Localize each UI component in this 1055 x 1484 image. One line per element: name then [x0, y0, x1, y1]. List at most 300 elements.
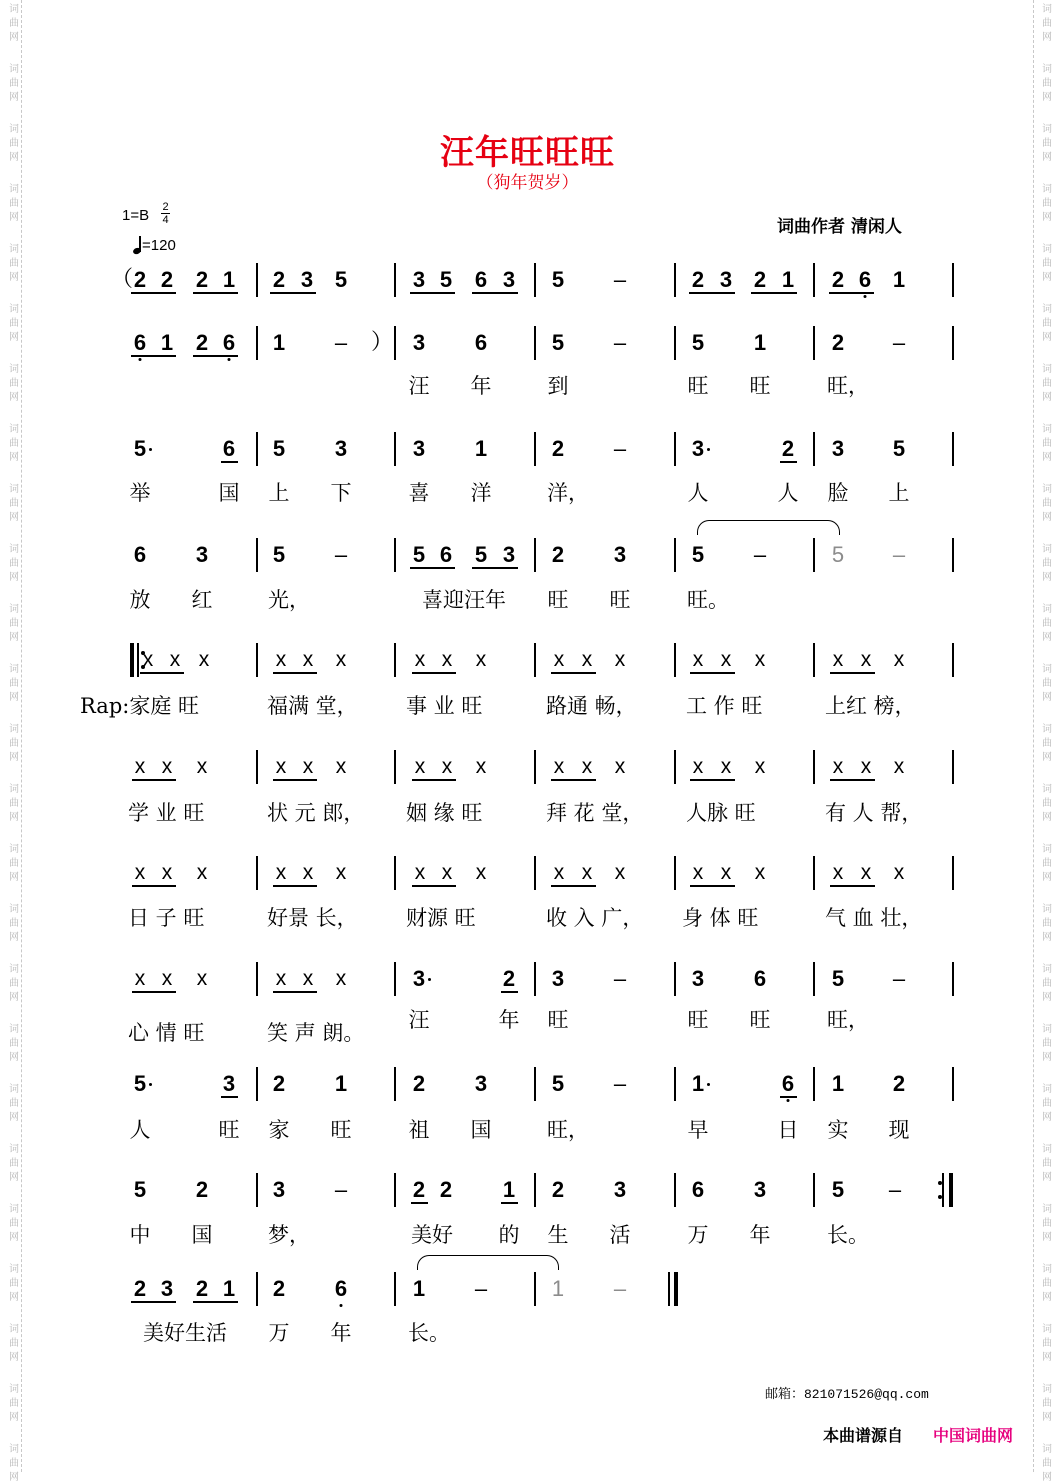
barline: [674, 326, 676, 360]
barline: [674, 1067, 676, 1101]
beam-underline: [131, 1301, 176, 1303]
beam-underline: [221, 461, 238, 463]
barline: [952, 750, 954, 784]
lyric: 上: [888, 481, 910, 505]
watermark-char: 词: [1042, 304, 1052, 315]
lyric: 早: [687, 1118, 709, 1142]
barline: [256, 750, 258, 784]
lyric: 年: [498, 1008, 520, 1032]
watermark-char: 曲: [1042, 18, 1052, 29]
watermark-char: 词: [1042, 1264, 1052, 1275]
note: x: [553, 861, 565, 884]
watermark-char: 词: [9, 964, 19, 975]
watermark-char: 词: [1042, 1444, 1052, 1455]
note: 5: [691, 330, 705, 355]
note: 6: [858, 267, 872, 292]
note: 3: [691, 436, 705, 461]
watermark-char: 曲: [1042, 738, 1052, 749]
barline: [813, 856, 815, 890]
double-barline: [137, 643, 139, 677]
barline: [813, 750, 815, 784]
note: 6: [753, 966, 767, 991]
note: 5: [831, 542, 845, 567]
augmentation-dot: [707, 1083, 710, 1086]
watermark-char: 曲: [1042, 258, 1052, 269]
barline: [394, 263, 396, 297]
lyric: 旺: [218, 1118, 240, 1142]
lyric: 年: [330, 1321, 352, 1345]
note: x: [720, 648, 732, 671]
watermark-char: 曲: [1042, 558, 1052, 569]
note: 2: [781, 436, 795, 461]
lyric: 旺: [687, 1008, 709, 1032]
watermark-char: 网: [1042, 272, 1052, 283]
watermark-char: 网: [1042, 812, 1052, 823]
note: x: [414, 861, 426, 884]
lyric: 日 子 旺: [128, 906, 205, 930]
note: x: [169, 648, 181, 671]
watermark-char: 曲: [1042, 138, 1052, 149]
watermark-char: 曲: [1042, 1338, 1052, 1349]
watermark-char: 曲: [9, 738, 19, 749]
watermark-char: 曲: [9, 1338, 19, 1349]
note: 1: [334, 1071, 348, 1096]
note: x: [832, 861, 844, 884]
lyric: 学 业 旺: [128, 801, 205, 825]
watermark-char: 词: [1042, 1384, 1052, 1395]
lyric: 气 血 壮，: [825, 906, 923, 930]
lyric: 旺。: [687, 588, 729, 612]
watermark-char: 曲: [9, 318, 19, 329]
watermark-char: 曲: [9, 1098, 19, 1109]
watermark-char: 网: [9, 872, 19, 883]
barline: [534, 856, 536, 890]
tie-slur: [417, 1255, 559, 1270]
lyric: 实: [827, 1118, 849, 1142]
note: 6: [133, 542, 147, 567]
barline: [952, 326, 954, 360]
note: x: [553, 755, 565, 778]
barline: [813, 432, 815, 466]
note: x: [614, 755, 626, 778]
note: x: [754, 755, 766, 778]
note: x: [302, 861, 314, 884]
beam-underline: [780, 1096, 797, 1098]
note: x: [142, 648, 154, 671]
note: –: [334, 330, 348, 355]
note: 5: [551, 330, 565, 355]
note: x: [275, 967, 287, 990]
beam-underline: [273, 991, 317, 993]
watermark-char: 网: [1042, 1472, 1052, 1483]
watermark-char: 词: [9, 1264, 19, 1275]
note: x: [893, 648, 905, 671]
beam-underline: [551, 672, 596, 674]
note: x: [692, 861, 704, 884]
lyric: 人: [777, 481, 799, 505]
barline: [256, 1272, 258, 1306]
beam-underline: [193, 292, 238, 294]
watermark-char: 曲: [1042, 498, 1052, 509]
note: x: [475, 648, 487, 671]
note: x: [275, 648, 287, 671]
watermark-char: 曲: [9, 1218, 19, 1229]
note: 5: [272, 542, 286, 567]
barline: [952, 432, 954, 466]
barline: [256, 538, 258, 572]
lyric: 事 业 旺: [406, 694, 483, 718]
beam-underline: [501, 991, 518, 993]
beam-underline: [780, 461, 797, 463]
note: x: [161, 861, 173, 884]
lyric: 万: [687, 1223, 709, 1247]
note: 3: [412, 436, 426, 461]
watermark-char: 网: [1042, 692, 1052, 703]
beam-underline: [410, 292, 455, 294]
note: 6: [439, 542, 453, 567]
note: 3: [502, 542, 516, 567]
note: x: [581, 648, 593, 671]
note: x: [475, 755, 487, 778]
barline: [534, 962, 536, 996]
lower-octave-dot: [340, 1304, 343, 1307]
lyric: 举: [129, 481, 151, 505]
watermark-char: 词: [1042, 484, 1052, 495]
barline: [952, 856, 954, 890]
note: 3: [195, 542, 209, 567]
lyric: 长。: [408, 1321, 450, 1345]
note: –: [613, 1071, 627, 1096]
note: （: [110, 267, 134, 292]
watermark-char: 词: [1042, 244, 1052, 255]
note: 5: [892, 436, 906, 461]
note: 3: [300, 267, 314, 292]
barline: [256, 326, 258, 360]
barline: [256, 1067, 258, 1101]
lyric: 汪: [408, 374, 430, 398]
barline: [674, 1173, 676, 1207]
watermark-char: 网: [9, 692, 19, 703]
watermark-char: 词: [1042, 844, 1052, 855]
repeat-dot: [938, 1195, 942, 1199]
watermark-char: 网: [9, 1052, 19, 1063]
note: 3: [412, 330, 426, 355]
note: 6: [691, 1177, 705, 1202]
watermark-char: 词: [9, 1144, 19, 1155]
watermark-char: 网: [1042, 1292, 1052, 1303]
watermark-char: 曲: [1042, 1158, 1052, 1169]
note: –: [613, 1276, 627, 1301]
watermark-char: 词: [9, 604, 19, 615]
lyric: 家: [268, 1118, 290, 1142]
beam-underline: [131, 292, 176, 294]
lyric: 笑 声 朗。: [267, 1021, 365, 1045]
note: x: [893, 755, 905, 778]
lyric: 旺: [547, 1008, 569, 1032]
note: 2: [502, 966, 516, 991]
note: x: [302, 755, 314, 778]
watermark-char: 网: [9, 92, 19, 103]
note: 3: [412, 267, 426, 292]
time-signature: [161, 201, 170, 226]
note: 1: [753, 330, 767, 355]
note: 1: [272, 330, 286, 355]
note: 5: [412, 542, 426, 567]
lyric: 日: [777, 1118, 799, 1142]
watermark-char: 网: [1042, 512, 1052, 523]
note: x: [414, 755, 426, 778]
note: x: [302, 648, 314, 671]
note: 1: [691, 1071, 705, 1096]
note: x: [196, 755, 208, 778]
barline: [534, 1067, 536, 1101]
note: 3: [334, 436, 348, 461]
lyric: 美好: [411, 1223, 453, 1247]
watermark-char: 词: [9, 1444, 19, 1455]
lyric: 放: [129, 588, 151, 612]
watermark-char: 词: [9, 904, 19, 915]
watermark-char: 曲: [9, 558, 19, 569]
barline: [674, 263, 676, 297]
note: x: [414, 648, 426, 671]
beam-underline: [829, 292, 874, 294]
barline: [813, 1173, 815, 1207]
note: 2: [551, 436, 565, 461]
barline: [813, 326, 815, 360]
lyric: 下: [330, 481, 352, 505]
note: 1: [222, 267, 236, 292]
beam-underline: [472, 292, 518, 294]
note: 6: [474, 330, 488, 355]
beam-underline: [193, 355, 238, 357]
lyric: 心 情 旺: [128, 1021, 205, 1045]
note: 1: [474, 436, 488, 461]
lyric: 旺: [547, 588, 569, 612]
watermark-char: 词: [1042, 64, 1052, 75]
lyric: 身 体 旺: [682, 906, 759, 930]
note: 5: [133, 1177, 147, 1202]
note: x: [196, 861, 208, 884]
lyric: 洋: [470, 481, 492, 505]
watermark-char: 曲: [1042, 318, 1052, 329]
watermark-char: 曲: [9, 1038, 19, 1049]
beam-underline: [221, 1096, 238, 1098]
tempo-marking: [132, 236, 176, 254]
watermark-char: 网: [9, 752, 19, 763]
note: 6: [222, 330, 236, 355]
watermark-char: 曲: [9, 918, 19, 929]
lyric: 财源 旺: [406, 906, 476, 930]
beam-underline: [690, 672, 735, 674]
watermark-char: 词: [1042, 904, 1052, 915]
watermark-char: 词: [1042, 604, 1052, 615]
lyric: Rap:家庭 旺: [80, 694, 200, 718]
augmentation-dot: [707, 448, 710, 451]
note: 5: [831, 966, 845, 991]
note: 3: [222, 1071, 236, 1096]
contact-email: 邮箱：821071526@qq.com: [765, 1387, 929, 1402]
note: 3: [753, 1177, 767, 1202]
lyric: 国: [470, 1118, 492, 1142]
watermark-char: 曲: [1042, 1398, 1052, 1409]
lyric: 旺: [749, 374, 771, 398]
watermark-char: 网: [1042, 752, 1052, 763]
barline: [256, 432, 258, 466]
beam-underline: [472, 567, 518, 569]
watermark-char: 网: [9, 1472, 19, 1483]
watermark-char: 网: [1042, 1172, 1052, 1183]
barline: [394, 962, 396, 996]
barline: [952, 1067, 954, 1101]
barline: [534, 538, 536, 572]
time-signature-bottom: 4: [162, 214, 169, 226]
watermark-char: 网: [9, 1292, 19, 1303]
watermark-char: 曲: [9, 1158, 19, 1169]
lyric: 人脉 旺: [686, 801, 756, 825]
lyric: 的: [498, 1223, 520, 1247]
note: 5: [133, 436, 147, 461]
note: x: [302, 967, 314, 990]
beam-underline: [273, 779, 317, 781]
note: 1: [222, 1276, 236, 1301]
watermark-char: 词: [1042, 784, 1052, 795]
note: x: [581, 861, 593, 884]
watermark-char: 网: [1042, 572, 1052, 583]
watermark-char: 曲: [1042, 978, 1052, 989]
lyric: 万: [268, 1321, 290, 1345]
site-name-link[interactable]: 中国词曲网: [933, 1426, 1014, 1445]
lyric: 年: [749, 1223, 771, 1247]
watermark-char: 词: [1042, 124, 1052, 135]
barline: [394, 326, 396, 360]
lyric: 到: [547, 374, 569, 398]
note: x: [198, 648, 210, 671]
barline: [394, 1173, 396, 1207]
barline: [256, 643, 258, 677]
note: ）: [370, 330, 394, 355]
lyric: 旺，: [827, 374, 869, 398]
beam-underline: [689, 292, 735, 294]
right-margin-line: [1033, 0, 1034, 1472]
lyric: 洋，: [547, 481, 589, 505]
watermark-char: 词: [9, 1084, 19, 1095]
watermark-char: 词: [1042, 1084, 1052, 1095]
watermark-char: 词: [9, 1384, 19, 1395]
watermark-char: 词: [1042, 1024, 1052, 1035]
note: 5: [334, 267, 348, 292]
note: x: [134, 861, 146, 884]
note: 2: [195, 1177, 209, 1202]
lyric: 活: [609, 1223, 631, 1247]
barline: [674, 750, 676, 784]
barline: [534, 1173, 536, 1207]
watermark-char: 词: [1042, 1144, 1052, 1155]
lyric: 喜: [408, 481, 430, 505]
lyric: 人: [687, 481, 709, 505]
tempo-value: =120: [142, 237, 176, 254]
watermark-char: 词: [9, 724, 19, 735]
watermark-char: 曲: [9, 618, 19, 629]
watermark-char: 词: [9, 1024, 19, 1035]
watermark-char: 曲: [9, 678, 19, 689]
watermark-char: 网: [9, 332, 19, 343]
watermark-char: 词: [9, 784, 19, 795]
note: 3: [719, 267, 733, 292]
watermark-char: 曲: [9, 498, 19, 509]
beam-underline: [830, 885, 875, 887]
watermark-char: 网: [1042, 992, 1052, 1003]
quarter-note-icon: [132, 236, 142, 254]
barline: [256, 263, 258, 297]
note: 2: [195, 267, 209, 292]
watermark-char: 词: [1042, 1204, 1052, 1215]
lyric: 梦，: [268, 1223, 310, 1247]
note: 5: [831, 1177, 845, 1202]
beam-underline: [193, 1301, 238, 1303]
watermark-char: 词: [9, 664, 19, 675]
note: 2: [133, 1276, 147, 1301]
note: 2: [133, 267, 147, 292]
note: –: [613, 966, 627, 991]
note: 6: [334, 1276, 348, 1301]
author-credit: 词曲作者 清闲人: [777, 217, 902, 237]
watermark-char: 网: [1042, 1412, 1052, 1423]
note: x: [754, 648, 766, 671]
barline: [674, 538, 676, 572]
double-barline: [668, 1272, 670, 1306]
watermark-char: 词: [9, 364, 19, 375]
note: x: [441, 648, 453, 671]
double-barline: [674, 1272, 678, 1306]
note: 1: [551, 1276, 565, 1301]
note: x: [335, 755, 347, 778]
watermark-char: 网: [1042, 392, 1052, 403]
watermark-char: 词: [1042, 424, 1052, 435]
note: 3: [691, 966, 705, 991]
note: 3: [551, 966, 565, 991]
watermark-char: 曲: [9, 438, 19, 449]
lyric: 有 人 帮，: [825, 801, 923, 825]
lyric: 长。: [827, 1223, 869, 1247]
watermark-char: 曲: [9, 258, 19, 269]
watermark-char: 词: [9, 244, 19, 255]
watermark-char: 词: [1042, 364, 1052, 375]
lyric: 中: [129, 1223, 151, 1247]
watermark-char: 网: [9, 1352, 19, 1363]
note: 1: [412, 1276, 426, 1301]
lyric: 工 作 旺: [686, 694, 763, 718]
watermark-char: 词: [9, 424, 19, 435]
note: x: [720, 861, 732, 884]
note: 1: [502, 1177, 516, 1202]
barline: [674, 962, 676, 996]
lyric: 国: [191, 1223, 213, 1247]
note: x: [832, 648, 844, 671]
barline: [674, 432, 676, 466]
note: x: [860, 861, 872, 884]
note: 2: [160, 267, 174, 292]
note: 1: [831, 1071, 845, 1096]
beam-underline: [501, 1202, 518, 1204]
barline: [534, 432, 536, 466]
note: 2: [195, 330, 209, 355]
beam-underline: [412, 779, 456, 781]
watermark-char: 曲: [1042, 1458, 1052, 1469]
watermark-char: 词: [1042, 544, 1052, 555]
left-margin-line: [21, 0, 22, 1472]
watermark-char: 网: [9, 992, 19, 1003]
watermark-char: 词: [9, 64, 19, 75]
